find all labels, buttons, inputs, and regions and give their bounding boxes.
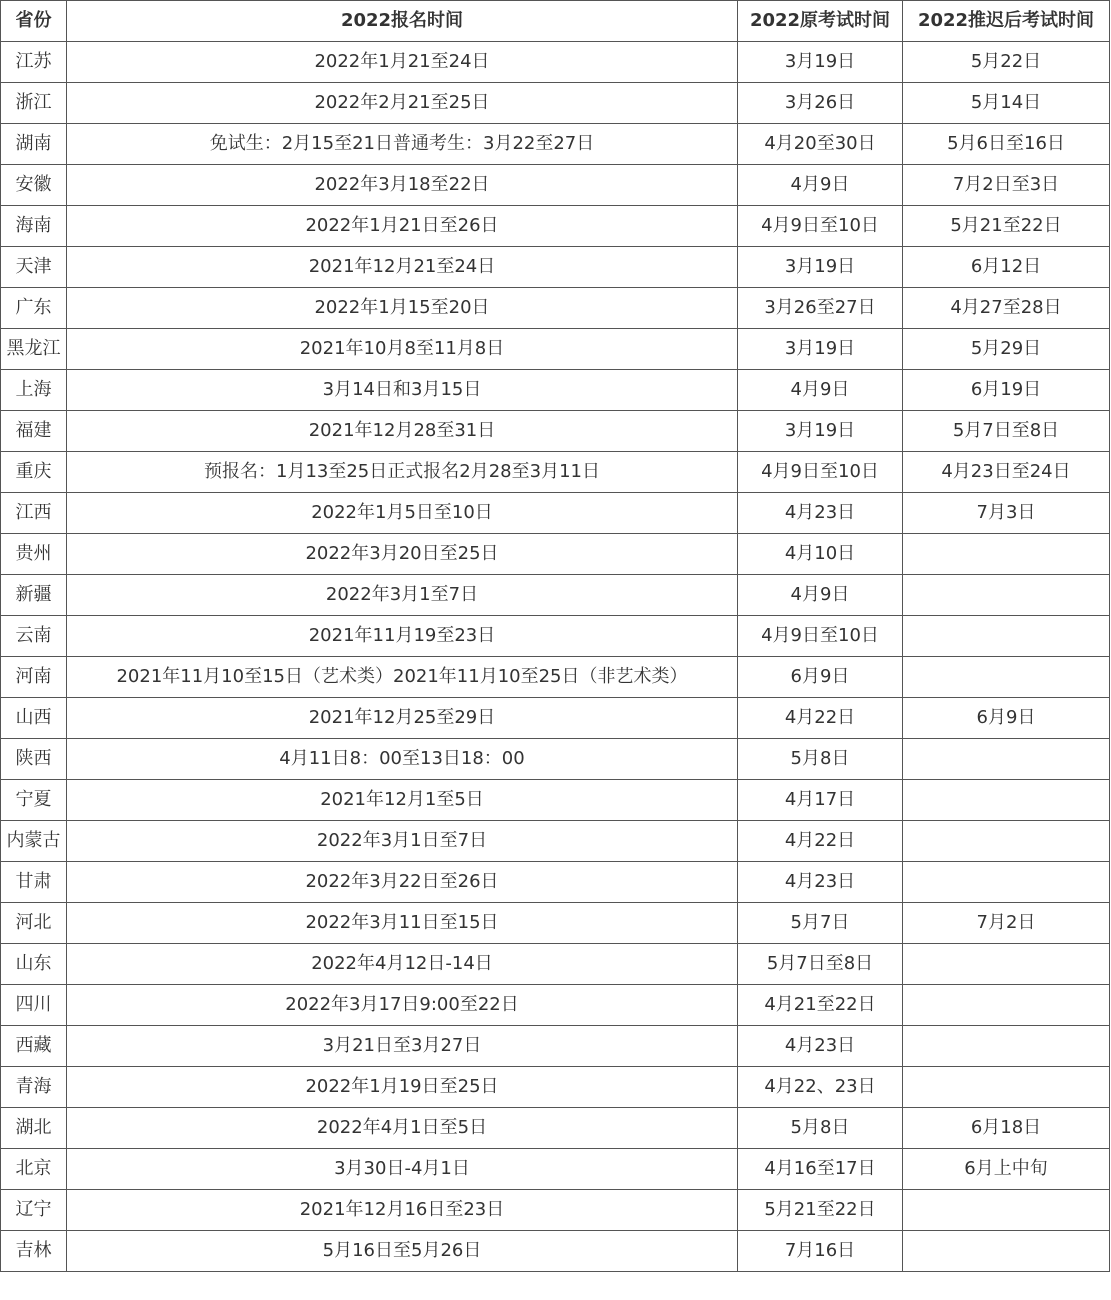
province-cell: 湖南 — [1, 124, 67, 165]
registration-time-cell: 2022年1月21日至26日 — [67, 206, 738, 247]
registration-time-cell: 2022年1月19日至25日 — [67, 1067, 738, 1108]
table-row — [1, 1067, 1110, 1108]
table-row — [1, 1190, 1110, 1231]
province-cell: 重庆 — [1, 452, 67, 493]
table-body — [1, 42, 1110, 1272]
registration-time-cell: 2022年4月12日-14日 — [67, 944, 738, 985]
postponed-exam-time-cell — [903, 944, 1110, 985]
registration-time-cell: 2021年11月19至23日 — [67, 616, 738, 657]
registration-time-cell: 2022年2月21至25日 — [67, 83, 738, 124]
province-cell: 河南 — [1, 657, 67, 698]
table-row — [1, 165, 1110, 206]
province-cell: 福建 — [1, 411, 67, 452]
registration-time-cell: 4月11日8：00至13日18：00 — [67, 739, 738, 780]
province-cell: 北京 — [1, 1149, 67, 1190]
header-original-exam-time: 2022原考试时间 — [738, 1, 903, 42]
postponed-exam-time-cell: 4月23日至24日 — [903, 452, 1110, 493]
table-row — [1, 452, 1110, 493]
province-cell: 甘肃 — [1, 862, 67, 903]
table-row — [1, 83, 1110, 124]
registration-time-cell: 2021年12月25至29日 — [67, 698, 738, 739]
province-cell: 宁夏 — [1, 780, 67, 821]
registration-time-cell: 2022年1月21至24日 — [67, 42, 738, 83]
postponed-exam-time-cell: 4月27至28日 — [903, 288, 1110, 329]
postponed-exam-time-cell: 6月18日 — [903, 1108, 1110, 1149]
province-cell: 西藏 — [1, 1026, 67, 1067]
registration-time-cell: 2022年1月5日至10日 — [67, 493, 738, 534]
postponed-exam-time-cell: 7月3日 — [903, 493, 1110, 534]
province-cell: 新疆 — [1, 575, 67, 616]
postponed-exam-time-cell — [903, 1190, 1110, 1231]
postponed-exam-time-cell — [903, 657, 1110, 698]
province-cell: 广东 — [1, 288, 67, 329]
original-exam-time-cell: 4月22日 — [738, 698, 903, 739]
province-cell: 河北 — [1, 903, 67, 944]
province-cell: 吉林 — [1, 1231, 67, 1272]
original-exam-time-cell: 4月20至30日 — [738, 124, 903, 165]
registration-time-cell: 2022年3月20日至25日 — [67, 534, 738, 575]
province-cell: 青海 — [1, 1067, 67, 1108]
postponed-exam-time-cell — [903, 616, 1110, 657]
postponed-exam-time-cell: 6月19日 — [903, 370, 1110, 411]
original-exam-time-cell: 4月23日 — [738, 493, 903, 534]
original-exam-time-cell: 4月21至22日 — [738, 985, 903, 1026]
table-row — [1, 411, 1110, 452]
registration-time-cell: 2022年3月22日至26日 — [67, 862, 738, 903]
postponed-exam-time-cell — [903, 1067, 1110, 1108]
table-row — [1, 985, 1110, 1026]
registration-time-cell: 2021年10月8至11月8日 — [67, 329, 738, 370]
header-province: 省份 — [1, 1, 67, 42]
postponed-exam-time-cell — [903, 534, 1110, 575]
original-exam-time-cell: 5月8日 — [738, 739, 903, 780]
original-exam-time-cell: 3月19日 — [738, 329, 903, 370]
table-row — [1, 862, 1110, 903]
postponed-exam-time-cell: 6月12日 — [903, 247, 1110, 288]
postponed-exam-time-cell: 7月2日 — [903, 903, 1110, 944]
original-exam-time-cell: 5月7日 — [738, 903, 903, 944]
province-cell: 黑龙江 — [1, 329, 67, 370]
table-row — [1, 206, 1110, 247]
original-exam-time-cell: 4月9日至10日 — [738, 616, 903, 657]
table-row — [1, 657, 1110, 698]
table-row — [1, 370, 1110, 411]
original-exam-time-cell: 4月9日 — [738, 165, 903, 206]
table-row — [1, 42, 1110, 83]
postponed-exam-time-cell: 6月9日 — [903, 698, 1110, 739]
province-cell: 云南 — [1, 616, 67, 657]
table-row — [1, 534, 1110, 575]
postponed-exam-time-cell: 5月14日 — [903, 83, 1110, 124]
postponed-exam-time-cell: 5月29日 — [903, 329, 1110, 370]
header-registration-time: 2022报名时间 — [67, 1, 738, 42]
postponed-exam-time-cell: 5月22日 — [903, 42, 1110, 83]
table-row — [1, 575, 1110, 616]
postponed-exam-time-cell: 5月7日至8日 — [903, 411, 1110, 452]
original-exam-time-cell: 3月26日 — [738, 83, 903, 124]
original-exam-time-cell: 4月22日 — [738, 821, 903, 862]
original-exam-time-cell: 3月19日 — [738, 411, 903, 452]
original-exam-time-cell: 5月8日 — [738, 1108, 903, 1149]
postponed-exam-time-cell — [903, 985, 1110, 1026]
province-cell: 湖北 — [1, 1108, 67, 1149]
province-cell: 海南 — [1, 206, 67, 247]
province-cell: 山东 — [1, 944, 67, 985]
registration-time-cell: 2022年3月1至7日 — [67, 575, 738, 616]
postponed-exam-time-cell — [903, 862, 1110, 903]
table-row — [1, 903, 1110, 944]
table-row — [1, 1108, 1110, 1149]
table-row — [1, 616, 1110, 657]
original-exam-time-cell: 4月22、23日 — [738, 1067, 903, 1108]
postponed-exam-time-cell: 6月上中旬 — [903, 1149, 1110, 1190]
table-row — [1, 780, 1110, 821]
registration-time-cell: 2022年3月11日至15日 — [67, 903, 738, 944]
table-row — [1, 329, 1110, 370]
original-exam-time-cell: 7月16日 — [738, 1231, 903, 1272]
postponed-exam-time-cell — [903, 821, 1110, 862]
registration-time-cell: 预报名：1月13至25日正式报名2月28至3月11日 — [67, 452, 738, 493]
registration-time-cell: 2021年12月1至5日 — [67, 780, 738, 821]
header-row — [1, 1, 1110, 42]
province-cell: 陕西 — [1, 739, 67, 780]
province-cell: 浙江 — [1, 83, 67, 124]
registration-time-cell: 3月21日至3月27日 — [67, 1026, 738, 1067]
registration-time-cell: 2021年12月16日至23日 — [67, 1190, 738, 1231]
registration-time-cell: 3月30日-4月1日 — [67, 1149, 738, 1190]
registration-time-cell: 5月16日至5月26日 — [67, 1231, 738, 1272]
table-row — [1, 493, 1110, 534]
province-cell: 天津 — [1, 247, 67, 288]
registration-time-cell: 免试生：2月15至21日普通考生：3月22至27日 — [67, 124, 738, 165]
postponed-exam-time-cell — [903, 780, 1110, 821]
original-exam-time-cell: 3月19日 — [738, 42, 903, 83]
province-cell: 安徽 — [1, 165, 67, 206]
original-exam-time-cell: 3月26至27日 — [738, 288, 903, 329]
province-cell: 上海 — [1, 370, 67, 411]
table-row — [1, 247, 1110, 288]
header-postponed-exam-time: 2022推迟后考试时间 — [903, 1, 1110, 42]
registration-time-cell: 2022年3月18至22日 — [67, 165, 738, 206]
original-exam-time-cell: 4月9日至10日 — [738, 452, 903, 493]
registration-time-cell: 2022年3月1日至7日 — [67, 821, 738, 862]
postponed-exam-time-cell: 5月21至22日 — [903, 206, 1110, 247]
postponed-exam-time-cell — [903, 575, 1110, 616]
original-exam-time-cell: 5月21至22日 — [738, 1190, 903, 1231]
postponed-exam-time-cell — [903, 1231, 1110, 1272]
table-row — [1, 944, 1110, 985]
table-row — [1, 124, 1110, 165]
original-exam-time-cell: 4月9日至10日 — [738, 206, 903, 247]
table-row — [1, 821, 1110, 862]
original-exam-time-cell: 4月10日 — [738, 534, 903, 575]
original-exam-time-cell: 4月9日 — [738, 370, 903, 411]
table-row — [1, 1026, 1110, 1067]
original-exam-time-cell: 4月16至17日 — [738, 1149, 903, 1190]
original-exam-time-cell: 4月23日 — [738, 1026, 903, 1067]
table-row — [1, 288, 1110, 329]
original-exam-time-cell: 6月9日 — [738, 657, 903, 698]
province-cell: 江苏 — [1, 42, 67, 83]
province-cell: 江西 — [1, 493, 67, 534]
registration-time-cell: 2021年11月10至15日（艺术类）2021年11月10至25日（非艺术类） — [67, 657, 738, 698]
original-exam-time-cell: 4月23日 — [738, 862, 903, 903]
province-cell: 山西 — [1, 698, 67, 739]
table-row — [1, 1231, 1110, 1272]
postponed-exam-time-cell — [903, 739, 1110, 780]
province-cell: 辽宁 — [1, 1190, 67, 1231]
postponed-exam-time-cell: 7月2日至3日 — [903, 165, 1110, 206]
registration-time-cell: 2021年12月28至31日 — [67, 411, 738, 452]
postponed-exam-time-cell — [903, 1026, 1110, 1067]
original-exam-time-cell: 4月17日 — [738, 780, 903, 821]
original-exam-time-cell: 3月19日 — [738, 247, 903, 288]
registration-time-cell: 2022年4月1日至5日 — [67, 1108, 738, 1149]
table-row — [1, 698, 1110, 739]
original-exam-time-cell: 4月9日 — [738, 575, 903, 616]
province-cell: 贵州 — [1, 534, 67, 575]
postponed-exam-time-cell: 5月6日至16日 — [903, 124, 1110, 165]
original-exam-time-cell: 5月7日至8日 — [738, 944, 903, 985]
registration-time-cell: 3月14日和3月15日 — [67, 370, 738, 411]
province-cell: 四川 — [1, 985, 67, 1026]
province-cell: 内蒙古 — [1, 821, 67, 862]
table-row — [1, 739, 1110, 780]
registration-time-cell: 2021年12月21至24日 — [67, 247, 738, 288]
registration-time-cell: 2022年1月15至20日 — [67, 288, 738, 329]
registration-time-cell: 2022年3月17日9:00至22日 — [67, 985, 738, 1026]
table-row — [1, 1149, 1110, 1190]
